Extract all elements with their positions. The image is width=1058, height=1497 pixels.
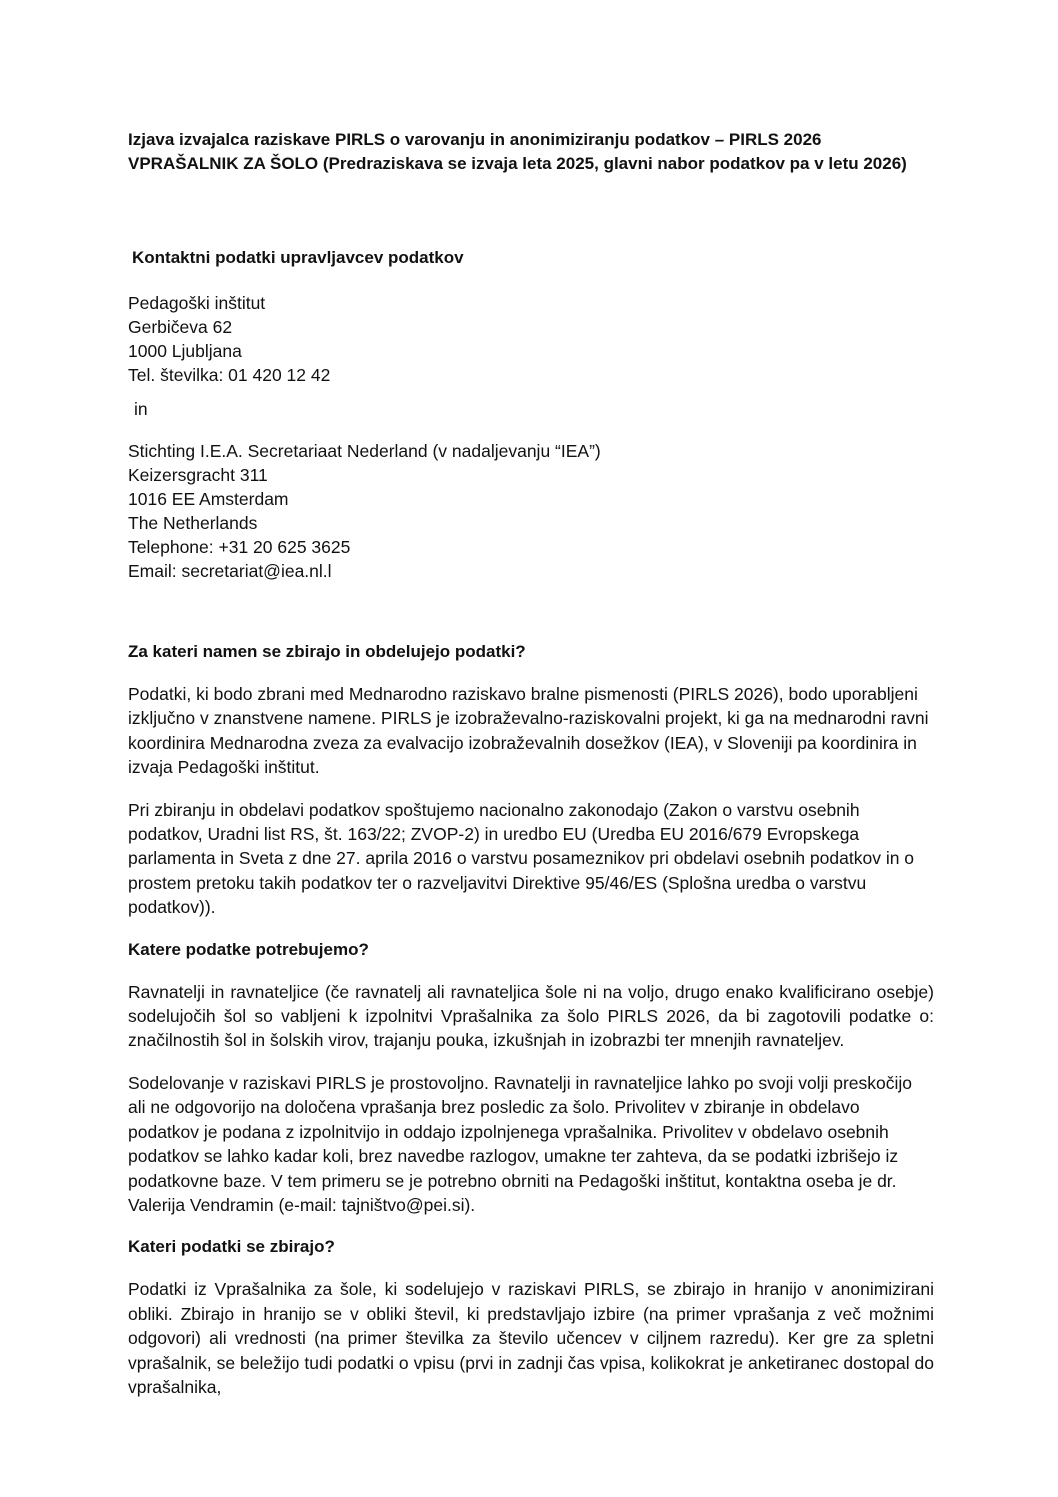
controller-address-pei xyxy=(128,291,934,387)
connector-text: in xyxy=(134,399,148,419)
section-heading-purpose: Za kateri namen se zbirajo in obdelujejo podatki? xyxy=(128,642,526,661)
controller-city: 1016 EE Amsterdam xyxy=(128,489,289,509)
paragraph: Ravnatelji in ravnateljice (če ravnatelj ali ravnateljica šole ni na voljo, drugo enako kvalificirano osebje) sodelujočih šol so vabljeni k izpolnitvi Vprašalnika za šolo PIRLS 2026, da bi zagotovili podatke o: značilnostih šol in šolskih virov, trajanju pouka, izkušnjah in izobrazbi ter mnenjih ravnateljev. xyxy=(128,981,934,1051)
section-heading-collected-data: Kateri podatki se zbirajo? xyxy=(128,1237,335,1257)
paragraph: Podatki iz Vprašalnika za šole, ki sodelujejo v raziskavi PIRLS, se zbirajo in hranijo v anonimizirani obliki. Zbirajo in hranijo se v obliki števil, ki predstavljajo izbire (na primer vprašanja z več možnimi odgovori) ali vrednosti (na primer številka za število učencev v ciljnem razredu). Ker gre za spletni vprašalnik, se beležijo tudi podatki o vpisu (prvi in zadnji čas vpisa, kolikokrat je anketiranec dostopal do vprašalnika, xyxy=(128,1279,934,1397)
controller-city: 1000 Ljubljana xyxy=(128,341,242,361)
contact-heading: Kontaktni podatki upravljavcev podatkov xyxy=(132,248,464,267)
document-title: Izjava izvajalca raziskave PIRLS o varovanju in anonimiziranju podatkov – PIRLS 2026 VPRAŠALNIK ZA ŠOLO (Predraziskava se izvaja leta 2025, glavni nabor podatkov pa v letu 2026) xyxy=(128,130,907,173)
controller-phone: Telephone: +31 20 625 3625 xyxy=(128,537,351,557)
paragraph: Sodelovanje v raziskavi PIRLS je prostovoljno. Ravnatelji in ravnateljice lahko po svoji volji preskočijo ali ne odgovorijo na določena vprašanja brez posledic za šolo. Privolitev v zbiranje in obdelavo podatkov je podana z izpolnitvijo in oddajo izpolnjenega vprašalnika. Privolitev v obdelavo osebnih podatkov se lahko kadar koli, brez navedbe razlogov, umakne ter zahteva, da se podatki izbrišejo iz podatkovne baze. V tem primeru se je potrebno obrniti na Pedagoški inštitut, kontaktna oseba je dr. Valerija Vendramin (e-mail: tajništvo@pei.si). xyxy=(128,1072,912,1215)
controller-country: The Netherlands xyxy=(128,513,258,533)
controller-email: Email: secretariat@iea.nl.l xyxy=(128,561,332,581)
controller-name: Pedagoški inštitut xyxy=(128,293,266,313)
controller-street: Gerbičeva 62 xyxy=(128,317,233,337)
controller-phone: Tel. številka: 01 420 12 42 xyxy=(128,365,331,385)
controller-street: Keizersgracht 311 xyxy=(128,465,268,485)
controller-address-iea xyxy=(128,439,934,583)
paragraph: Pri zbiranju in obdelavi podatkov spoštujemo nacionalno zakonodajo (Zakon o varstvu osebnih podatkov, Uradni list RS, št. 163/22; ZVOP-2) in uredbo EU (Uredba EU 2016/679 Evropskega parlamenta in Sveta z dne 27. aprila 2016 o varstvu posameznikov pri obdelavi osebnih podatkov in o prostem pretoku takih podatkov ter o razveljavitvi Direktive 95/46/ES (Splošna uredba o varstvu podatkov)). xyxy=(128,799,915,918)
paragraph: Podatki, ki bodo zbrani med Mednarodno raziskavo bralne pismenosti (PIRLS 2026), bodo uporabljeni izključno v znanstvene namene. PIRLS je izobraževalno-raziskovalni projekt, ki ga na mednarodni ravni koordinira Mednarodna zveza za evalvacijo izobraževalnih dosežkov (IEA), v Sloveniji pa koordinira in izvaja Pedagoški inštitut. xyxy=(128,684,929,778)
document-body xyxy=(128,128,934,1399)
section-heading-required-data: Katere podatke potrebujemo? xyxy=(128,939,369,959)
controller-name: Stichting I.E.A. Secretariaat Nederland (v nadaljevanju “IEA”) xyxy=(128,441,601,461)
